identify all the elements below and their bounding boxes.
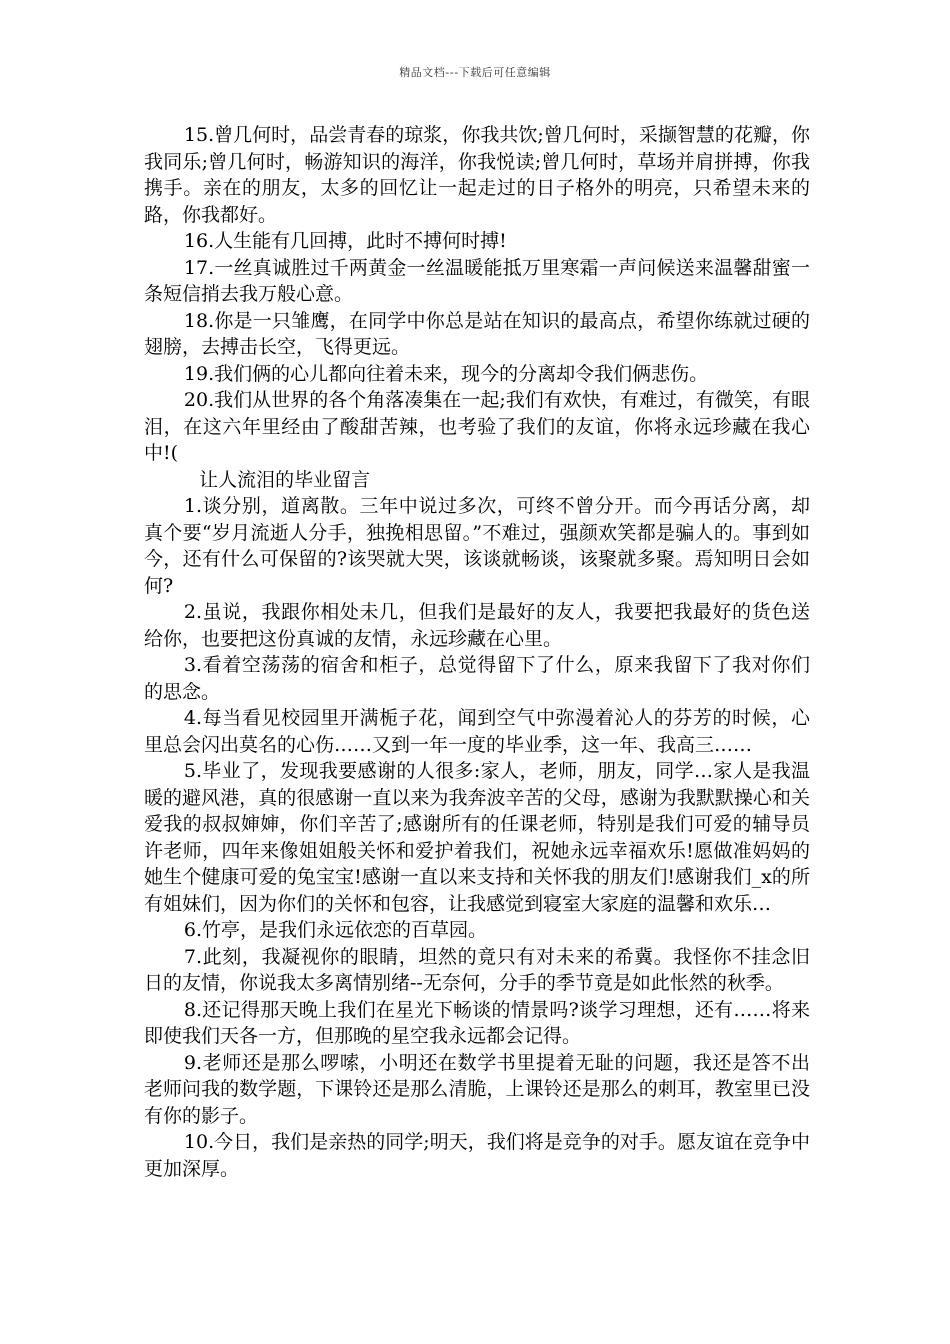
paragraph-3: 3.看着空荡荡的宿舍和柜子，总觉得留下了什么，原来我留下了我对你们的思念。 — [144, 654, 810, 703]
paragraph-19: 19.我们俩的心儿都向往着未来，现今的分离却令我们俩悲伤。 — [183, 362, 709, 385]
page-header: 精品文档---下载后可任意编辑 — [399, 66, 551, 79]
paragraph-4: 4.每当看见校园里开满栀子花，闻到空气中弥漫着沁人的芬芳的时候，心里总会闪出莫名的心伤……又到一年一度的毕业季，这一年、我高三…… — [144, 707, 810, 756]
paragraph-15: 15.曾几何时，品尝青春的琼浆，你我共饮;曾几何时，采撷智慧的花瓣，你我同乐;曾几何时，畅游知识的海洋，你我悦读;曾几何时，草场并肩拼搏，你我携手。亲在的朋友，太多的回忆让一起走过的日子格外的明亮，只希望未来的路，你我都好。 — [144, 124, 810, 226]
paragraph-17: 17.一丝真诚胜过千两黄金一丝温暖能抵万里寒霜一声问候送来温馨甜蜜一条短信捎去我万般心意。 — [144, 256, 810, 305]
paragraph-8: 8.还记得那天晚上我们在星光下畅谈的情景吗?谈学习理想，还有……将来即使我们天各一方，但那晚的星空我永远都会记得。 — [144, 998, 810, 1047]
paragraph-1: 1.谈分别，道离散。三年中说过多次，可终不曾分开。而今再话分离，却真个要“岁月流逝人分手，独挽相思留。”不难过，强颜欢笑都是骗人的。事到如今，还有什么可保留的?该哭就大哭，该谈就畅谈，该聚就多聚。焉知明日会如何? — [144, 495, 810, 597]
paragraph-2: 2.虽说，我跟你相处未几，但我们是最好的友人，我要把我最好的货色送给你，也要把这份真诚的友情，永远珍藏在心里。 — [144, 601, 810, 650]
paragraph-7: 7.此刻，我凝视你的眼睛，坦然的竟只有对未来的希冀。我怪你不挂念旧日的友情，你说我太多离情别绪--无奈何，分手的季节竟是如此怅然的秋季。 — [144, 945, 810, 994]
paragraph-6: 6.竹亭，是我们永远依恋的百草园。 — [183, 919, 488, 941]
document-body — [144, 122, 810, 1182]
paragraph-5: 5.毕业了，发现我要感谢的人很多:家人，老师，朋友，同学…家人是我温暖的避风港，真的很感谢一直以来为我奔波辛苦的父母，感谢为我默默操心和关爱我的叔叔婶婶，你们辛苦了;感谢所有的任课老师，特别是我们可爱的辅导员许老师，四年来像姐姐般关怀和爱护着我们，祝她永远幸福欢乐!愿做准妈妈的她生个健康可爱的兔宝宝!感谢一直以来支持和关怀我的朋友们!感谢我们_x的所有姐妹们，因为你们的关怀和包容，让我感觉到寝室大家庭的温馨和欢乐… — [144, 760, 810, 915]
section-heading: 让人流泪的毕业留言 — [199, 468, 371, 491]
paragraph-16: 16.人生能有几回搏，此时不搏何时搏! — [183, 230, 507, 252]
paragraph-9: 9.老师还是那么啰嗦，小明还在数学书里提着无耻的问题，我还是答不出老师问我的数学题，下课铃还是那么清脆，上课铃还是那么的刺耳，教室里已没有你的影子。 — [144, 1051, 810, 1127]
paragraph-18: 18.你是一只雏鹰，在同学中你总是站在知识的最高点，希望你练就过硬的翅膀，去搏击长空，飞得更远。 — [144, 309, 810, 358]
paragraph-10: 10.今日，我们是亲热的同学;明天，我们将是竞争的对手。愿友谊在竞争中更加深厚。 — [144, 1131, 810, 1180]
paragraph-20: 20.我们从世界的各个角落凑集在一起;我们有欢快，有难过，有微笑，有眼泪，在这六年里经由了酸甜苦辣，也考验了我们的友谊，你将永远珍藏在我心中!( — [144, 389, 810, 464]
